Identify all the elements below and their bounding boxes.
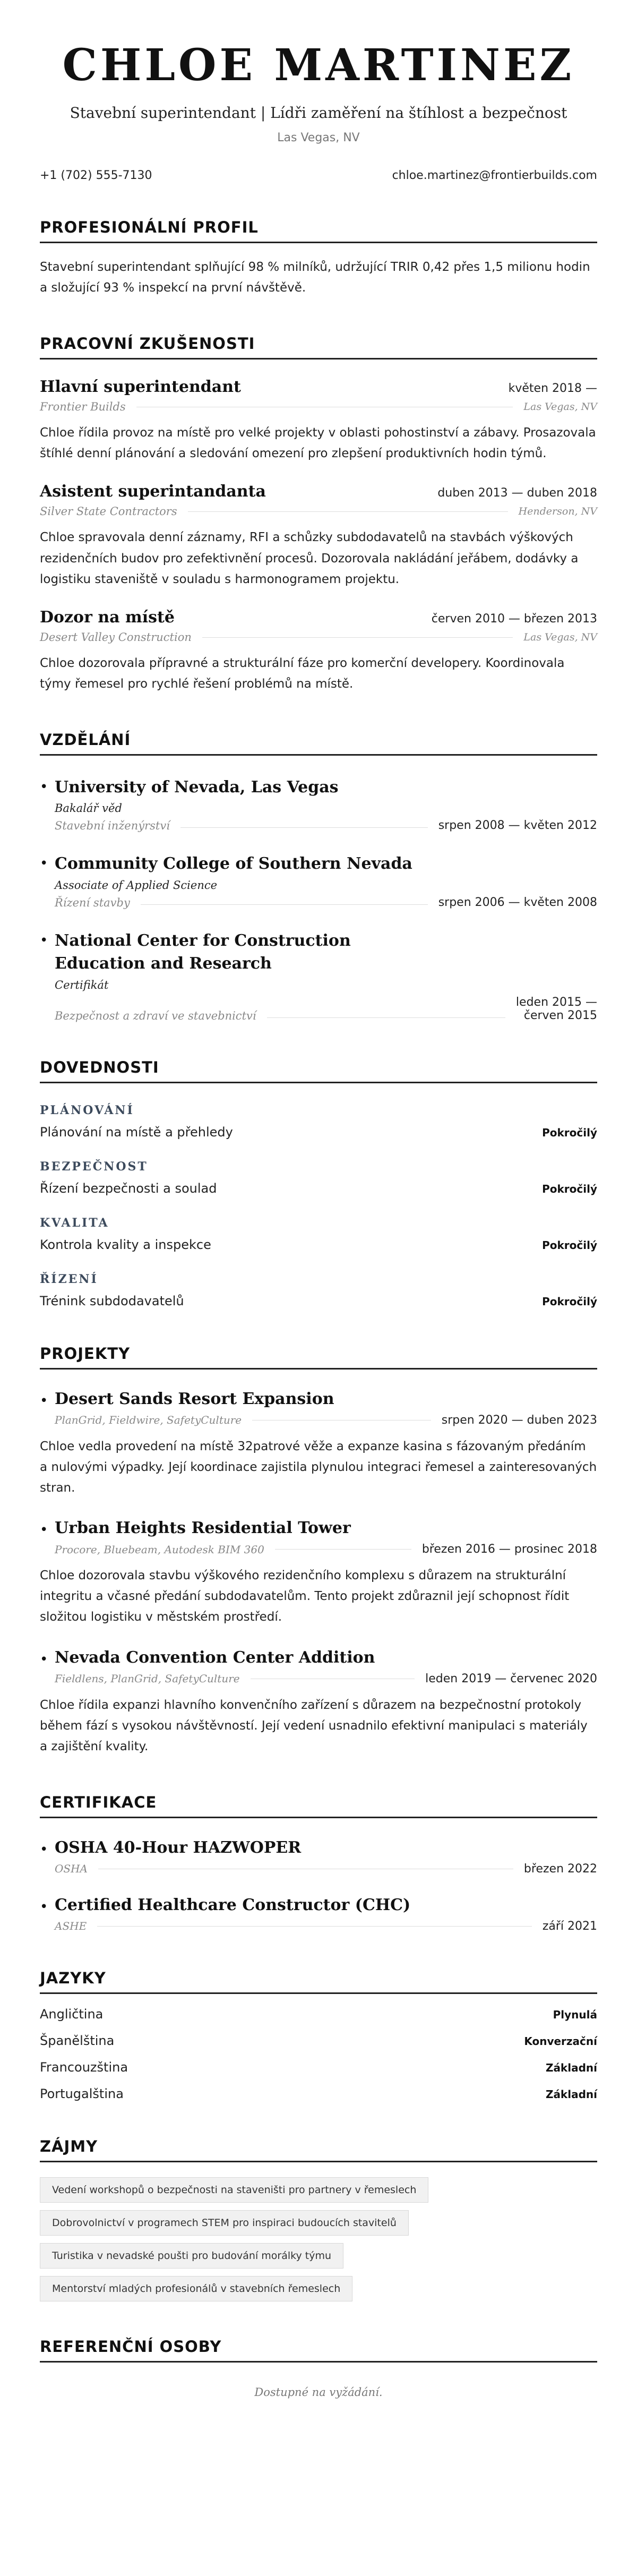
language-row — [40, 2060, 597, 2075]
job-title: Hlavní superintendant — [40, 378, 241, 397]
field-of-study: Bezpečnost a zdraví ve stavebnictví — [55, 1009, 256, 1022]
profile-section — [40, 218, 597, 298]
skill-name: Trénink subdodavatelů — [40, 1293, 184, 1308]
job-description: Chloe dozorovala přípravné a strukturální fáze pro komerční developery. Koordinovala týmy řemesel pro rychlé řešení problémů na místě. — [40, 656, 565, 691]
languages-section — [40, 1969, 597, 2101]
company: Silver State Contractors — [40, 505, 177, 518]
degree: Certifikát — [55, 978, 109, 991]
company: Frontier Builds — [40, 400, 126, 414]
education-entry — [40, 929, 597, 1022]
project-description: Chloe dozorovala stavbu výškového rezidenčního komplexu s důrazem na strukturální integritu a včasné předání subdodavatelům. Tento projekt zdůraznil její schopnost řídit složitou logistiku v městském prostředí. — [40, 1569, 570, 1624]
job-date: duben 2013 — duben 2018 — [437, 486, 597, 500]
section-header — [40, 1345, 597, 1370]
language-row — [40, 2033, 597, 2048]
divider — [267, 1017, 505, 1018]
project-date: srpen 2020 — duben 2023 — [441, 1413, 597, 1427]
project-tools: Fieldlens, PlanGrid, SafetyCulture — [55, 1672, 240, 1685]
job-title: Asistent superintandanta — [40, 482, 266, 501]
section-title: DOVEDNOSTI — [40, 1058, 159, 1076]
project-entry — [40, 1390, 597, 1499]
section-header — [40, 1058, 597, 1083]
project-date: březen 2016 — prosinec 2018 — [421, 1543, 597, 1556]
section-title: PROFESIONÁLNÍ PROFIL — [40, 218, 259, 237]
headline: Stavební superintendant | Lídři zaměření na štíhlost a bezpečnost — [70, 104, 567, 122]
field-of-study: Stavební inženýrství — [55, 819, 170, 833]
language-name: Francouzština — [40, 2059, 128, 2075]
candidate-name: CHLOE MARTINEZ — [62, 40, 575, 91]
skill-level: Pokročilý — [542, 1182, 597, 1195]
project-tools: PlanGrid, Fieldwire, SafetyCulture — [55, 1414, 242, 1427]
bullet-icon: • — [40, 1522, 48, 1538]
section-header — [40, 731, 597, 756]
project-name: Nevada Convention Center Addition — [55, 1648, 375, 1667]
skill-row — [40, 1294, 597, 1308]
bullet-icon: • — [40, 778, 48, 795]
language-level: Základní — [545, 2061, 597, 2074]
skill-category: ŘÍZENÍ — [40, 1272, 98, 1286]
skill-level: Pokročilý — [542, 1295, 597, 1308]
education-date: srpen 2006 — květen 2008 — [438, 895, 597, 909]
language-level: Základní — [545, 2087, 597, 2101]
references-note: Dostupné na vyžádání. — [254, 2385, 383, 2399]
education-entry — [40, 852, 597, 909]
divider — [141, 904, 428, 905]
project-description: Chloe řídila expanzi hlavního konvenčního zařízení s důrazem na bezpečnostní protokoly během fází s vysokou návštěvností. Její vedení usnadnilo efektivní manipulaci s materiály a zajištění kvality. — [40, 1698, 588, 1753]
divider — [202, 637, 513, 638]
skill-name: Plánování na místě a přehledy — [40, 1124, 233, 1140]
interests-section — [40, 2137, 597, 2301]
bullet-icon: • — [40, 855, 48, 872]
language-name: Portugalština — [40, 2086, 124, 2101]
field-of-study: Řízení stavby — [55, 896, 130, 909]
section-header — [40, 2137, 597, 2162]
bullet-icon: • — [40, 1651, 48, 1667]
section-header — [40, 1969, 597, 1994]
skill-row — [40, 1125, 597, 1140]
section-title: VZDĚLÁNÍ — [40, 730, 131, 749]
divider — [97, 1926, 532, 1927]
education-date — [516, 996, 597, 1022]
interest-tag: Vedení workshopů o bezpečnosti na staveništi pro partnery v řemeslech — [40, 2177, 428, 2203]
bullet-icon: • — [40, 1392, 48, 1409]
email[interactable]: chloe.martinez@frontierbuilds.com — [392, 169, 597, 183]
certifications-section — [40, 1793, 597, 1933]
section-header — [40, 335, 597, 360]
language-name: Španělština — [40, 2033, 115, 2048]
job-description: Chloe spravovala denní záznamy, RFI a schůzky subdodavatelů na stavbách výškových rezidenčních budov pro zefektivnění procesů. Dozorovala nakládání jeřábem, dodávky a logistiku staveniště v souladu s harmonogramem projektu. — [40, 530, 579, 586]
certification-issuer: OSHA — [55, 1862, 88, 1876]
section-title: ZÁJMY — [40, 2137, 98, 2155]
education-date-start: leden 2015 — — [515, 995, 597, 1009]
phone[interactable]: +1 (702) 555-7130 — [40, 169, 152, 183]
bullet-icon: • — [40, 932, 48, 948]
job-entry — [40, 608, 597, 695]
job-location: Las Vegas, NV — [523, 631, 597, 643]
job-location: Henderson, NV — [518, 506, 597, 518]
section-header — [40, 218, 597, 243]
section-title: JAZYKY — [40, 1969, 106, 1987]
references-section — [40, 2338, 597, 2399]
section-header — [40, 1793, 597, 1818]
section-header — [40, 2338, 597, 2363]
divider — [136, 406, 513, 407]
skill-name: Řízení bezpečnosti a soulad — [40, 1180, 217, 1196]
interest-tag: Turistika v nevadské poušti pro budování morálky týmu — [40, 2243, 343, 2269]
interest-tag: Dobrovolnictví v programech STEM pro inspiraci budoucích stavitelů — [40, 2210, 409, 2236]
certification-date: září 2021 — [542, 1919, 597, 1933]
skill-level: Pokročilý — [542, 1238, 597, 1252]
divider — [180, 827, 428, 828]
company: Desert Valley Construction — [40, 630, 192, 644]
divider — [275, 1549, 411, 1550]
bullet-icon: • — [40, 1898, 48, 1915]
job-entry — [40, 378, 597, 464]
job-location: Las Vegas, NV — [523, 401, 597, 413]
job-description: Chloe řídila provoz na místě pro velké projekty v oblasti pohostinství a zábavy. Prosazovala štíhlé denní plánování a sledování omezení pro zlepšení produktivních hodin týmů. — [40, 426, 596, 461]
education-date-end: červen 2015 — [523, 1008, 597, 1022]
interest-tag: Mentorství mladých profesionálů v stavebních řemeslech — [40, 2276, 352, 2301]
project-entry — [40, 1519, 597, 1628]
skill-name: Kontrola kvality a inspekce — [40, 1237, 211, 1252]
language-name: Angličtina — [40, 2006, 104, 2022]
language-level: Plynulá — [553, 2008, 597, 2021]
project-tools: Procore, Bluebeam, Autodesk BIM 360 — [55, 1543, 264, 1556]
school-name: National Center for Construction Education and Research — [55, 931, 351, 973]
skill-row — [40, 1181, 597, 1196]
school-name: University of Nevada, Las Vegas — [55, 777, 339, 797]
education-entry — [40, 776, 597, 833]
section-title: PRACOVNÍ ZKUŠENOSTI — [40, 335, 255, 353]
skill-row — [40, 1237, 597, 1252]
degree: Bakalář věd — [55, 802, 122, 815]
project-name: Urban Heights Residential Tower — [55, 1519, 351, 1538]
section-title: CERTIFIKACE — [40, 1793, 157, 1811]
language-row — [40, 2007, 597, 2022]
skill-level: Pokročilý — [542, 1126, 597, 1139]
divider — [188, 511, 508, 512]
section-title: REFERENČNÍ OSOBY — [40, 2337, 222, 2356]
projects-section — [40, 1345, 597, 1757]
language-level: Konverzační — [524, 2034, 597, 2048]
experience-section — [40, 335, 597, 695]
location: Las Vegas, NV — [277, 131, 360, 145]
job-title: Dozor na místě — [40, 607, 175, 627]
skill-category: PLÁNOVÁNÍ — [40, 1103, 134, 1117]
project-date: leden 2019 — červenec 2020 — [425, 1672, 597, 1685]
certification-entry — [40, 1896, 597, 1933]
certification-name: Certified Healthcare Constructor (CHC) — [55, 1895, 411, 1914]
project-entry — [40, 1648, 597, 1757]
skills-section — [40, 1058, 597, 1308]
certification-date: březen 2022 — [523, 1862, 597, 1876]
profile-text: Stavební superintendant splňující 98 % milníků, udržující TRIR 0,42 přes 1,5 milionu hodin a složující 93 % inspekcí na první návštěvě. — [40, 260, 590, 295]
skill-category: KVALITA — [40, 1216, 109, 1230]
bullet-icon: • — [40, 1841, 48, 1858]
job-entry — [40, 482, 597, 589]
language-row — [40, 2086, 597, 2101]
certification-issuer: ASHE — [55, 1920, 87, 1933]
skill-category: BEZPEČNOST — [40, 1159, 148, 1174]
certification-entry — [40, 1838, 597, 1876]
job-date: červen 2010 — březen 2013 — [431, 612, 597, 626]
education-section — [40, 731, 597, 1022]
project-name: Desert Sands Resort Expansion — [55, 1389, 334, 1408]
job-date: květen 2018 — — [508, 382, 597, 396]
section-title: PROJEKTY — [40, 1344, 131, 1363]
school-name: Community College of Southern Nevada — [55, 854, 412, 874]
certification-name: OSHA 40-Hour HAZWOPER — [55, 1838, 302, 1857]
contact-row — [40, 169, 597, 182]
education-date: srpen 2008 — květen 2012 — [438, 819, 597, 833]
project-description: Chloe vedla provedení na místě 32patrové věže a expanze kasina s fázovaným předáním a nulovými výpadky. Její koordinace zajistila plynulou integraci řemesel a zainteresovaných stran. — [40, 1439, 597, 1495]
degree: Associate of Applied Science — [55, 878, 218, 892]
